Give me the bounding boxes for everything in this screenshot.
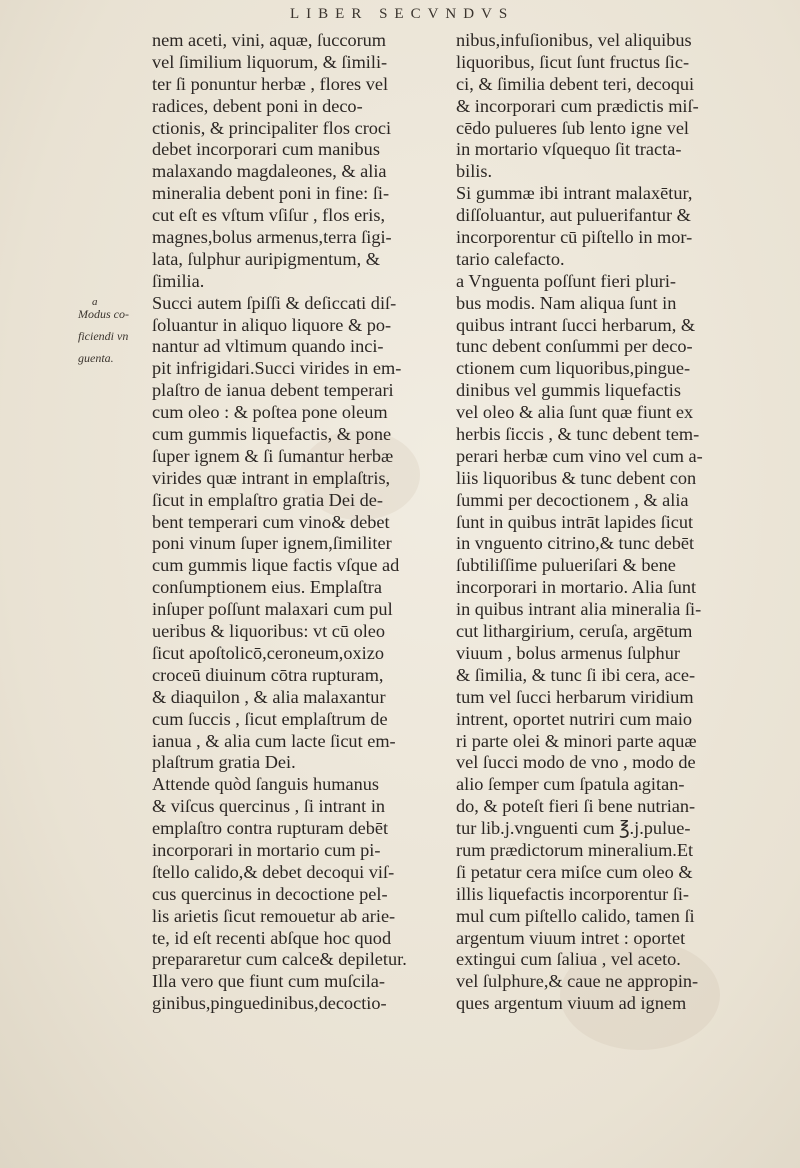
text-line: in vnguento citrino,& tunc debēt	[456, 533, 695, 554]
text-line: te, id eſt recenti abſque hoc quod	[152, 927, 392, 948]
text-line: Succi autem ſpiſſi & deſiccati diſ-	[152, 292, 397, 313]
text-line: ſtello calido,& debet decoqui viſ-	[152, 861, 395, 882]
text-line: conſumptionem eius. Emplaſtra	[152, 577, 382, 598]
text-line: vel ſulphure,& caue ne appropin-	[456, 971, 699, 992]
text-line: ſicut in emplaſtro gratia Dei de-	[152, 489, 383, 510]
text-line: vel oleo & alia ſunt quæ fiunt ex	[456, 402, 694, 423]
text-line: ctionis, & principaliter flos croci	[152, 117, 392, 138]
text-line: cum gummis lique factis vſque ad	[152, 555, 400, 576]
text-line: Illa vero que fiunt cum muſcila-	[152, 971, 386, 992]
text-line: ter ſi ponuntur herbæ , flores vel	[152, 73, 389, 94]
text-line: cut eſt es vſtum vſiſur , flos eris,	[152, 205, 386, 226]
text-line: Attende quòd ſanguis humanus	[152, 774, 379, 795]
text-line: cut lithargirium, ceruſa, argētum	[456, 621, 693, 642]
text-line: ri parte olei & minori parte aquæ	[456, 730, 697, 751]
text-line: cum gummis liquefactis, & pone	[152, 424, 392, 445]
text-line: debet incorporari cum manibus	[152, 139, 380, 160]
text-line: cum oleo : & poſtea pone oleum	[152, 402, 388, 423]
text-line: extingui cum ſaliua , vel aceto.	[456, 949, 681, 970]
text-line: liis liquoribus & tunc debent con	[456, 467, 697, 488]
text-line: emplaſtro contra rupturam debēt	[152, 818, 389, 839]
text-line: ſunt in quibus intrāt lapides ſicut	[456, 511, 694, 532]
text-line: mul cum piſtello calido, tamen ſi	[456, 905, 695, 926]
text-line: cum ſuccis , ſicut emplaſtrum de	[152, 708, 388, 729]
text-line: incorporari in mortario. Alia ſunt	[456, 577, 697, 598]
text-line: croceū diuinum cōtra rupturam,	[152, 664, 384, 685]
text-line: virides quæ intrant in emplaſtris,	[152, 467, 391, 488]
text-line: argentum viuum intret : oportet	[456, 927, 686, 948]
text-line: magnes,bolus armenus,terra ſigi-	[152, 227, 392, 248]
text-line: tunc debent conſummi per deco-	[456, 336, 693, 357]
text-line: vel ſimilium liquorum, & ſimili-	[152, 51, 388, 72]
text-line: lis arietis ſicut remouetur ab arie-	[152, 905, 396, 926]
text-line: tario calefacto.	[456, 248, 565, 269]
text-line: herbis ſiccis , & tunc debent tem-	[456, 424, 700, 445]
text-line: incorporari in mortario cum pi-	[152, 839, 381, 860]
text-line: ſi petatur cera miſce cum oleo &	[456, 861, 693, 882]
text-line: inſuper poſſunt malaxari cum pul	[152, 599, 393, 620]
text-line: ſimilia.	[152, 270, 205, 291]
text-line: cēdo pulueres ſub lento igne vel	[456, 117, 690, 138]
text-line: ſoluantur in aliquo liquore & po-	[152, 314, 392, 335]
margin-note	[78, 296, 150, 371]
text-line: mineralia debent poni in fine: ſi-	[152, 183, 390, 204]
text-line: bent temperari cum vino& debet	[152, 511, 390, 532]
text-line: lata, ſulphur auripigmentum, &	[152, 248, 380, 269]
text-line: ſummi per decoctionem , & alia	[456, 489, 689, 510]
margin-note-line: Modus co-	[78, 307, 129, 321]
left-text-column	[152, 30, 452, 1015]
text-line: alio ſemper cum ſpatula agitan-	[456, 774, 685, 795]
text-line: & incorporari cum prædictis miſ-	[456, 95, 699, 116]
text-line: ginibus,pinguedinibus,decoctio-	[152, 993, 387, 1014]
text-line: rum prædictorum mineralium.Et	[456, 839, 694, 860]
text-line: do, & poteſt fieri ſi bene nutrian-	[456, 796, 696, 817]
text-line: bilis.	[456, 161, 493, 182]
margin-note-line: guenta.	[78, 350, 114, 365]
text-line: ſubtiliſſime pulueriſari & bene	[456, 555, 676, 576]
text-line: tum vel ſucci herbarum viridium	[456, 686, 694, 707]
text-line: illis liquefactis incorporentur ſi-	[456, 883, 690, 904]
text-line: ques argentum viuum ad ignem	[456, 993, 687, 1014]
text-line: nem aceti, vini, aquæ, ſuccorum	[152, 30, 387, 50]
text-line: ueribus & liquoribus: vt cū oleo	[152, 621, 386, 642]
text-line: intrent, oportet nutriri cum maio	[456, 708, 693, 729]
text-line: a Vnguenta poſſunt fieri pluri-	[456, 270, 676, 291]
text-line: viuum , bolus armenus ſulphur	[456, 642, 680, 663]
text-line: radices, debent poni in deco-	[152, 95, 363, 116]
text-line: plaſtrum gratia Dei.	[152, 752, 296, 773]
text-line: liquoribus, ſicut ſunt fructus ſic-	[456, 51, 690, 72]
text-line: nantur ad vltimum quando inci-	[152, 336, 384, 357]
text-line: nibus,infuſionibus, vel aliquibus	[456, 30, 692, 50]
text-line: ctionem cum liquoribus,pingue-	[456, 358, 691, 379]
text-line: in mortario vſquequo ſit tracta-	[456, 139, 682, 160]
text-line: bus modis. Nam aliqua ſunt in	[456, 292, 677, 313]
text-line: prepararetur cum calce& depiletur.	[152, 949, 407, 970]
text-line: tur lib.j.vnguenti cum ℥.j.pulue-	[456, 818, 691, 839]
text-line: & diaquilon , & alia malaxantur	[152, 686, 386, 707]
margin-note-marker: a	[92, 296, 98, 308]
text-line: in quibus intrant alia mineralia ſi-	[456, 599, 702, 620]
margin-note-line: ficiendi vn	[78, 328, 129, 343]
text-line: incorporentur cū piſtello in mor-	[456, 227, 693, 248]
text-line: quibus intrant ſucci herbarum, &	[456, 314, 696, 335]
text-line: plaſtro de ianua debent temperari	[152, 380, 394, 401]
text-line: ſicut apoſtolicō,ceroneum,oxizo	[152, 642, 384, 663]
text-line: ſuper ignem & ſi ſumantur herbæ	[152, 445, 394, 466]
text-line: ianua , & alia cum lacte ſicut em-	[152, 730, 396, 751]
right-text-column	[456, 30, 774, 1015]
text-line: malaxando magdaleones, & alia	[152, 161, 387, 182]
text-line: poni vinum ſuper ignem,ſimiliter	[152, 533, 392, 554]
running-header: LIBER SECVNDVS	[290, 6, 515, 22]
text-line: vel ſucci modo de vno , modo de	[456, 752, 696, 773]
text-line: dinibus vel gummis liquefactis	[456, 380, 681, 401]
text-line: Si gummæ ibi intrant malaxētur,	[456, 183, 693, 204]
text-line: ci, & ſimilia debent teri, decoqui	[456, 73, 695, 94]
text-line: & viſcus quercinus , ſi intrant in	[152, 796, 386, 817]
text-line: cus quercinus in decoctione pel-	[152, 883, 388, 904]
text-line: pit infrigidari.Succi virides in em-	[152, 358, 402, 379]
text-line: & ſimilia, & tunc ſi ibi cera, ace-	[456, 664, 696, 685]
text-line: diſſoluantur, aut puluerifantur &	[456, 205, 691, 226]
text-line: perari herbæ cum vino vel cum a-	[456, 445, 703, 466]
